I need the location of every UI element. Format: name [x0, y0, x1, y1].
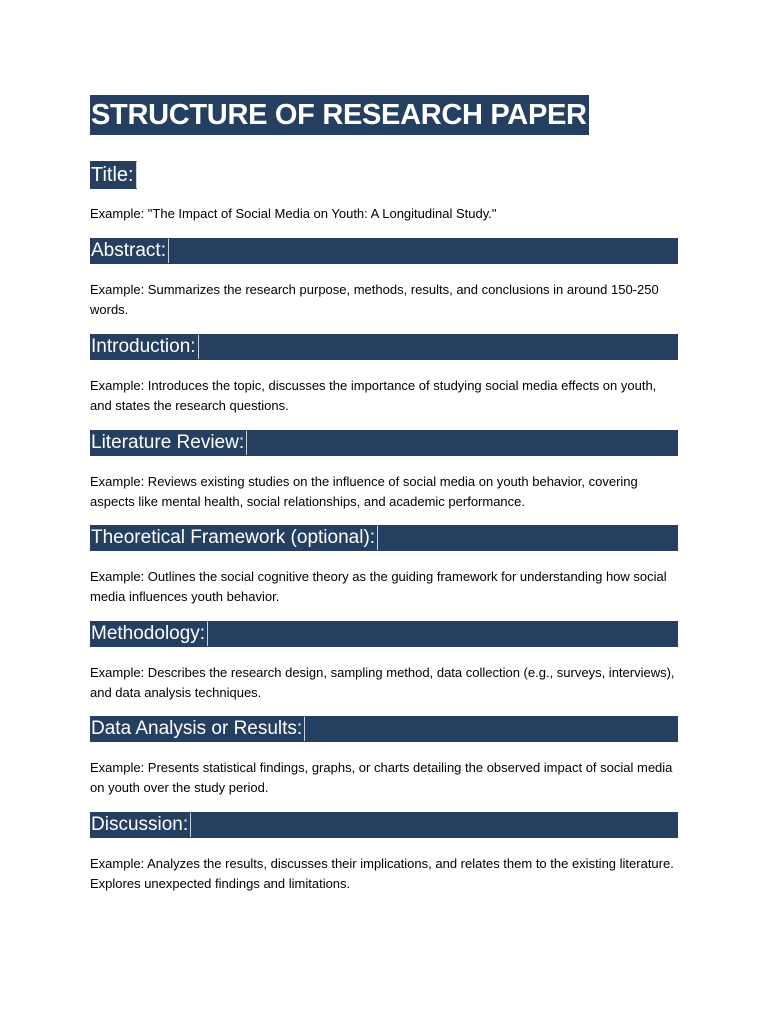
- section-heading-bar: [90, 334, 678, 360]
- section-theoretical-framework: [90, 525, 678, 604]
- section-heading: Abstract:: [90, 238, 169, 263]
- section-text: Example: Outlines the social cognitive theory as the guiding framework for understanding how social media influences youth behavior.: [90, 569, 667, 604]
- section-heading: Literature Review:: [90, 430, 247, 455]
- section-heading-bar: [90, 525, 678, 551]
- section-heading: Discussion:: [90, 812, 191, 837]
- section-title: [90, 161, 497, 221]
- section-heading: Methodology:: [90, 621, 208, 646]
- section-heading: Data Analysis or Results:: [90, 716, 305, 741]
- section-text: Example: Introduces the topic, discusses the importance of studying social media effects on youth, and states the research questions.: [90, 378, 657, 413]
- section-heading-bar: [90, 716, 678, 742]
- section-discussion: [90, 812, 678, 891]
- section-data-analysis: [90, 716, 678, 795]
- section-heading: Title:: [90, 161, 137, 188]
- section-heading: Theoretical Framework (optional):: [90, 525, 378, 550]
- document-page: [90, 95, 678, 891]
- section-text: Example: Summarizes the research purpose, methods, results, and conclusions in around 150-250 words.: [90, 282, 659, 317]
- section-heading-bar: [90, 161, 137, 189]
- section-text: Example: Analyzes the results, discusses their implications, and relates them to the existing literature. Explores unexpected findings and limitations.: [90, 856, 674, 891]
- section-text: Example: Presents statistical findings, graphs, or charts detailing the observed impact of social media on youth over the study period.: [90, 760, 673, 795]
- document-title: STRUCTURE OF RESEARCH PAPER: [90, 95, 589, 135]
- section-heading-bar: [90, 430, 678, 456]
- section-text: Example: Reviews existing studies on the influence of social media on youth behavior, covering aspects like mental health, social relationships, and academic performance.: [90, 474, 638, 509]
- section-heading-bar: [90, 812, 678, 838]
- section-methodology: [90, 621, 678, 700]
- section-text: Example: "The Impact of Social Media on Youth: A Longitudinal Study.": [90, 206, 497, 221]
- section-abstract: [90, 238, 678, 317]
- section-heading-bar: [90, 621, 678, 647]
- section-heading-bar: [90, 238, 678, 264]
- section-literature-review: [90, 430, 678, 509]
- section-heading: Introduction:: [90, 334, 199, 359]
- section-introduction: [90, 334, 678, 413]
- section-text: Example: Describes the research design, sampling method, data collection (e.g., surveys, interviews), and data analysis techniques.: [90, 665, 675, 700]
